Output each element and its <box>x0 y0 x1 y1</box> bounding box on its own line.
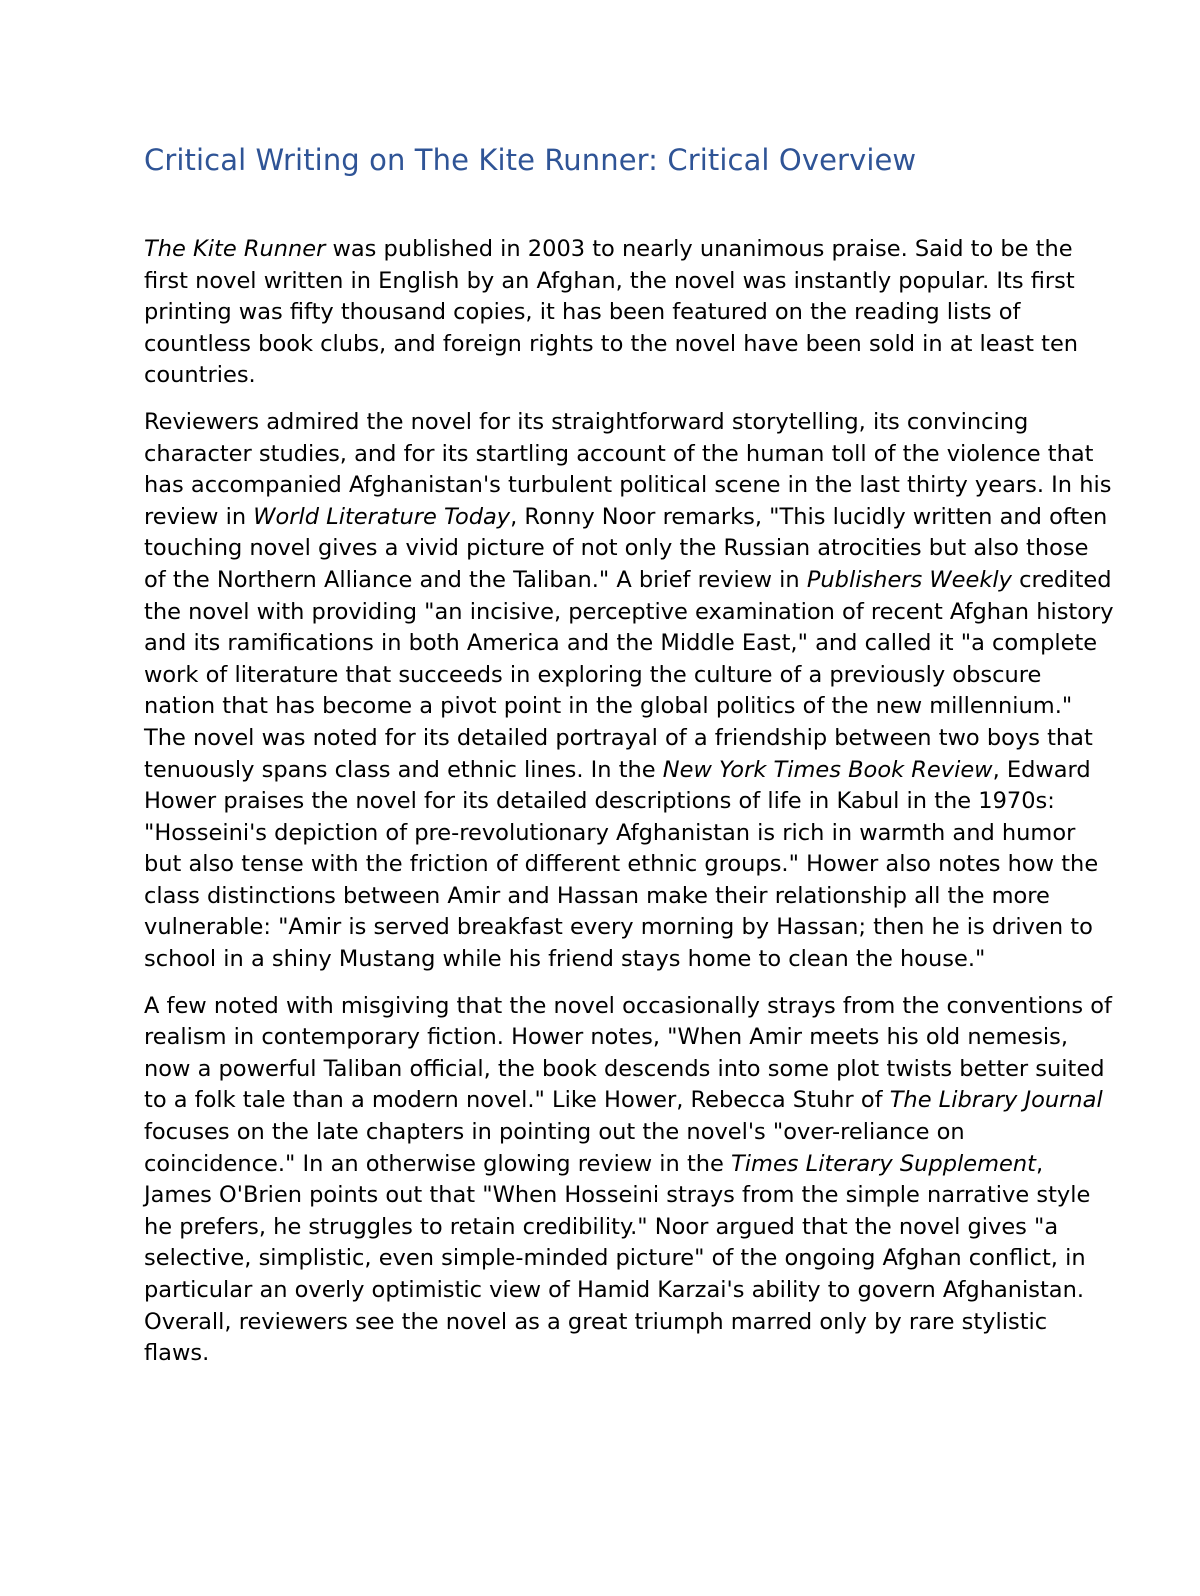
paragraph-text: focuses on the late chapters in pointing out the novel's "over-reliance on coincidence." In an otherwise glowing review in the <box>144 1119 965 1177</box>
publication-title-italic: World Literature Today <box>253 503 511 530</box>
paragraph-text: was published in 2003 to nearly unanimous praise. Said to be the first novel written in English by an Afghan, the novel was instantly popular. Its first printing was fifty thousand copies, it has been featured on the reading lists of countless book clubs, and foreign rights to the novel have been sold in at least ten countries. <box>144 236 1079 389</box>
paragraph-text: , Edward Hower praises the novel for its detailed descriptions of life in Kabul in the 1970s: "Hosseini's depiction of pre-revolutionary Afghanistan is rich in warmth and humor but also tense with the friction of different ethnic groups." Hower also notes how the class distinctions between Amir and Hassan make their relationship all the more vulnerable: "Amir is served breakfast every morning by Hassan; then he is driven to school in a shiny Mustang while his friend stays home to clean the house." <box>144 756 1099 973</box>
publication-title-italic: Times Literary Supplement <box>731 1150 1036 1177</box>
paragraph-text: , Ronny Noor remarks, "This lucidly written and often touching novel gives a vivid picture of not only the Russian atrocities but also those of the Northern Alliance and the Taliban." A brief review in <box>144 503 1108 593</box>
paragraph-text: Reviewers admired the novel for its straightforward storytelling, its convincing character studies, and for its startling account of the human toll of the violence that has accompanied Afghanistan's turbulent political scene in the last thirty years. In his review in <box>144 408 1112 530</box>
paragraph-2 <box>144 407 1114 976</box>
paragraph-text: A few noted with misgiving that the novel occasionally strays from the conventions of realism in contemporary fiction. Hower notes, "When Amir meets his old nemesis, now a powerful Taliban official, the book descends into some plot twists better suited to a folk tale than a modern novel." Like Hower, Rebecca Stuhr of <box>144 992 1112 1114</box>
paragraph-text: , James O'Brien points out that "When Hosseini strays from the simple narrative style he prefers, he struggles to retain credibility." Noor argued that the novel gives "a selective, simplistic, even simple-minded picture" of the ongoing Afghan conflict, in particular an overly optimistic view of Hamid Karzai's ability to govern Afghanistan. Overall, reviewers see the novel as a great triumph marred only by rare stylistic flaws. <box>144 1150 1091 1367</box>
publication-title-italic: The Library Journal <box>889 1087 1103 1114</box>
publication-title-italic: Publishers Weekly <box>806 566 1012 593</box>
document-title: Critical Writing on The Kite Runner: Critical Overview <box>144 143 917 177</box>
paragraph-3 <box>144 991 1114 1370</box>
document-page <box>144 138 1114 1385</box>
paragraph-text: credited the novel with providing "an incisive, perceptive examination of recent Afghan history and its ramifications in both America and the Middle East," and called it "a complete work of literature that succeeds in exploring the culture of a previously obscure nation that has become a pivot point in the global politics of the new millennium." The novel was noted for its detailed portrayal of a friendship between two boys that tenuously spans class and ethnic lines. In the <box>144 566 1114 783</box>
publication-title-italic: New York Times Book Review <box>662 756 993 783</box>
book-title-italic: The Kite Runner <box>144 236 326 262</box>
paragraph-1 <box>144 234 1114 392</box>
